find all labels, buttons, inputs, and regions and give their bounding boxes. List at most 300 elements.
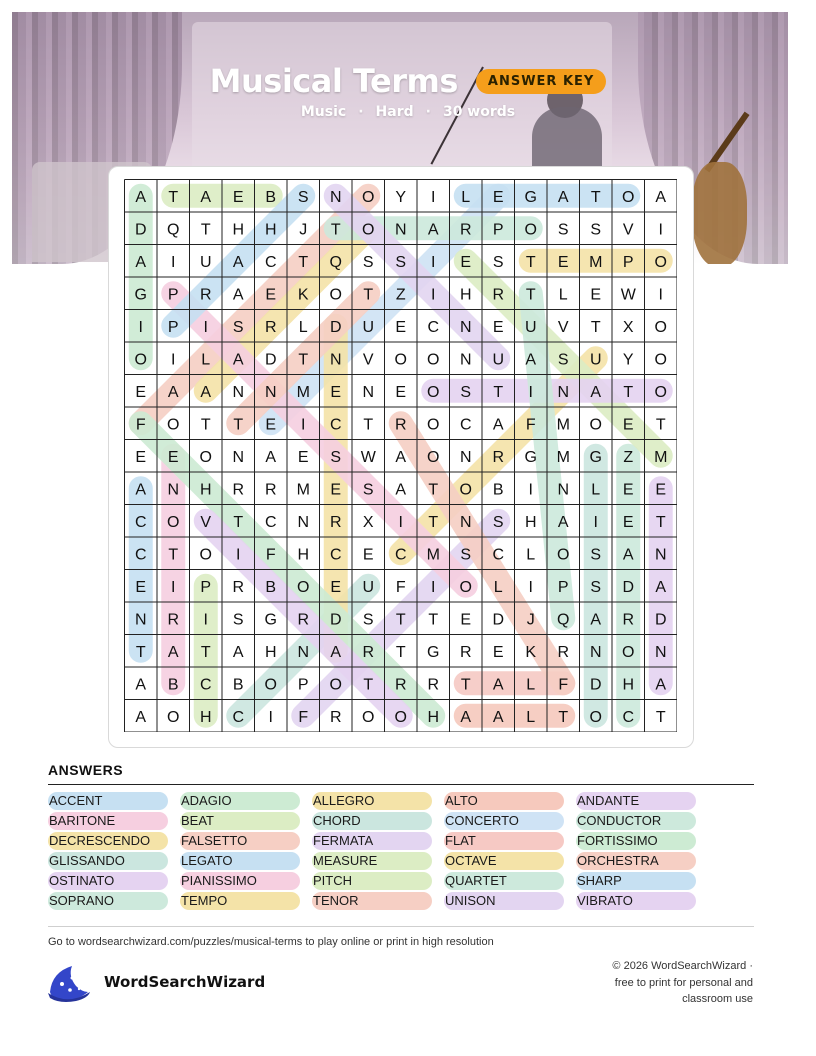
grid-cell-letter: T <box>525 253 536 271</box>
grid-cell-letter: E <box>655 481 667 499</box>
grid-cell-letter: I <box>203 318 208 336</box>
grid-cell-letter: L <box>526 708 536 726</box>
grid-cell-letter: D <box>264 351 277 369</box>
answer-word: PIANISSIMO <box>180 872 300 890</box>
grid-cell-letter: T <box>428 611 439 629</box>
grid-cell-letter: H <box>232 221 245 239</box>
grid-cell-letter: E <box>135 383 147 401</box>
grid-cell-letter: S <box>460 383 472 401</box>
answer-word: GLISSANDO <box>48 852 168 870</box>
grid-cell-letter: C <box>459 416 472 434</box>
grid-cell-letter: I <box>528 383 533 401</box>
grid-cell-letter: E <box>492 188 504 206</box>
grid-cell-letter: Q <box>329 253 342 271</box>
grid-cell-letter: O <box>557 546 570 564</box>
grid-cell-letter: T <box>233 416 244 434</box>
grid-cell-letter: N <box>459 351 472 369</box>
answer-word: ADAGIO <box>180 792 300 810</box>
grid-cell-letter: S <box>590 546 602 564</box>
grid-cell-letter: H <box>524 513 537 531</box>
answer-word: SHARP <box>576 872 696 890</box>
hero-violin <box>692 162 747 264</box>
grid-cell-letter: A <box>590 611 602 629</box>
grid-cell-letter: S <box>460 546 472 564</box>
grid-cell-letter: D <box>329 318 342 336</box>
grid-cell-letter: E <box>330 578 342 596</box>
grid-cell-letter: S <box>232 611 244 629</box>
grid-cell-letter: A <box>135 188 147 206</box>
answer-word: FALSETTO <box>180 832 300 850</box>
grid-cell-letter: G <box>524 188 537 206</box>
puzzle-meta <box>0 104 816 120</box>
title-row <box>0 62 816 100</box>
grid-cell-letter: A <box>232 351 244 369</box>
grid-cell-letter: F <box>135 416 146 434</box>
grid-cell-letter: E <box>135 448 147 466</box>
grid-cell-letter: U <box>492 351 505 369</box>
grid-cell-letter: N <box>654 546 667 564</box>
answer-word: PITCH <box>312 872 432 890</box>
answer-word: OSTINATO <box>48 872 168 890</box>
grid-cell-letter: A <box>200 383 212 401</box>
grid-cell-letter: N <box>459 513 472 531</box>
answer-word: FORTISSIMO <box>576 832 696 850</box>
answers-divider <box>48 784 754 785</box>
answers-title: ANSWERS <box>48 762 124 778</box>
copyright-line: classroom use <box>682 993 753 1005</box>
grid-cell-letter: O <box>459 481 472 499</box>
grid-cell-letter: A <box>622 546 634 564</box>
grid-cell-letter: T <box>168 546 179 564</box>
difficulty-label: Hard <box>375 104 414 120</box>
grid-cell-letter: O <box>134 351 147 369</box>
grid-cell-letter: I <box>431 253 436 271</box>
grid-cell-letter: I <box>171 253 176 271</box>
grid-cell-letter: C <box>134 513 147 531</box>
grid-cell-letter: M <box>589 253 603 271</box>
grid-cell-letter: A <box>492 416 504 434</box>
copyright <box>553 958 753 1008</box>
grid-cell-letter: T <box>135 643 146 661</box>
wizard-hat-icon <box>46 962 92 1004</box>
grid-cell-letter: U <box>362 318 375 336</box>
grid-cell-letter: L <box>201 351 211 369</box>
grid-cell-letter: O <box>654 253 667 271</box>
grid-cell-letter: N <box>329 188 342 206</box>
grid-cell-letter: O <box>589 416 602 434</box>
grid-cell-letter: U <box>199 253 212 271</box>
grid-cell-letter: P <box>167 286 179 304</box>
grid-cell-letter: E <box>167 448 179 466</box>
grid-cell-letter: B <box>265 188 277 206</box>
grid-cell-letter: L <box>298 318 308 336</box>
grid-cell-letter: N <box>362 383 375 401</box>
grid-cell-letter: T <box>233 513 244 531</box>
grid-cell-letter: E <box>135 578 147 596</box>
grid-cell-letter: T <box>363 286 374 304</box>
grid-cell-letter: I <box>398 513 403 531</box>
grid-cell-letter: R <box>264 481 277 499</box>
grid-cell-letter: O <box>362 221 375 239</box>
grid-cell-letter: C <box>329 416 342 434</box>
answer-word: UNISON <box>444 892 564 910</box>
grid-cell-letter: F <box>298 708 309 726</box>
grid-cell-letter: O <box>427 351 440 369</box>
grid-cell-letter: T <box>330 221 341 239</box>
footer-link[interactable]: Go to wordsearchwizard.com/puzzles/musical-terms to play online or print in high resolution <box>48 936 494 948</box>
grid-cell-letter: M <box>556 448 570 466</box>
grid-cell-letter: P <box>297 676 309 694</box>
grid-cell-letter: H <box>199 708 212 726</box>
grid-cell-letter: O <box>427 383 440 401</box>
grid-cell-letter: A <box>167 383 179 401</box>
grid-cell-letter: N <box>297 513 310 531</box>
grid-cell-letter: M <box>296 481 310 499</box>
answer-word: VIBRATO <box>576 892 696 910</box>
grid-cell-letter: D <box>589 676 602 694</box>
grid-cell-letter: O <box>394 708 407 726</box>
grid-cell-letter: E <box>557 253 569 271</box>
grid-cell-letter: R <box>427 676 440 694</box>
grid-cell-letter: V <box>362 351 374 369</box>
grid-cell-letter: E <box>362 546 374 564</box>
grid-cell-letter: I <box>171 578 176 596</box>
grid-cell-letter: C <box>329 546 342 564</box>
grid-cell-letter: A <box>167 643 179 661</box>
grid-cell-letter: E <box>622 481 634 499</box>
grid-cell-letter: T <box>525 286 536 304</box>
answer-word: BEAT <box>180 812 300 830</box>
grid-cell-letter: U <box>362 578 375 596</box>
grid-cell-letter: O <box>524 221 537 239</box>
word-count-label: 30 words <box>442 104 516 120</box>
grid-cell-letter: R <box>232 578 245 596</box>
grid-cell-letter: K <box>297 286 309 304</box>
grid-cell-letter: A <box>330 643 342 661</box>
grid-cell-letter: R <box>232 481 245 499</box>
grid-cell-letter: O <box>654 318 667 336</box>
grid-cell-letter: D <box>492 611 505 629</box>
answer-word: FERMATA <box>312 832 432 850</box>
grid-cell-letter: B <box>232 676 244 694</box>
grid-cell-letter: T <box>395 643 406 661</box>
grid-cell-letter: S <box>557 221 569 239</box>
copyright-line: © 2026 WordSearchWizard · <box>612 960 753 972</box>
grid-cell-letter: L <box>558 286 568 304</box>
brand-name: WordSearchWizard <box>104 973 266 991</box>
grid-cell-letter: A <box>460 708 472 726</box>
answer-word: CONDUCTOR <box>576 812 696 830</box>
grid-cell-letter: L <box>493 578 503 596</box>
grid-cell-letter: N <box>134 611 147 629</box>
grid-cell-letter: E <box>492 643 504 661</box>
grid-cell-letter: O <box>329 676 342 694</box>
grid-cell-letter: O <box>654 383 667 401</box>
grid-cell-letter: I <box>138 318 143 336</box>
answer-word: MEASURE <box>312 852 432 870</box>
grid-cell-letter: A <box>265 448 277 466</box>
grid-cell-letter: T <box>428 481 439 499</box>
grid-cell-letter: T <box>655 416 666 434</box>
grid-cell-letter: O <box>622 188 635 206</box>
grid-cell-letter: A <box>557 513 569 531</box>
grid-cell-letter: O <box>362 708 375 726</box>
grid-cell-letter: T <box>363 416 374 434</box>
answer-word: ACCENT <box>48 792 168 810</box>
grid-cell-letter: O <box>264 676 277 694</box>
grid-cell-letter: O <box>199 448 212 466</box>
grid-cell-letter: M <box>556 416 570 434</box>
grid-cell-letter: D <box>134 221 147 239</box>
grid-cell-letter: I <box>593 513 598 531</box>
grid-cell-letter: D <box>622 578 635 596</box>
grid-cell-letter: N <box>232 448 245 466</box>
grid-cell-letter: R <box>297 611 310 629</box>
grid-cell-letter: E <box>395 318 407 336</box>
answer-word: CONCERTO <box>444 812 564 830</box>
grid-cell-letter: T <box>363 676 374 694</box>
grid-cell-letter: T <box>428 513 439 531</box>
grid-cell-letter: C <box>427 318 440 336</box>
grid-cell-letter: M <box>426 546 440 564</box>
grid-cell-letter: E <box>622 416 634 434</box>
answer-word: SOPRANO <box>48 892 168 910</box>
answer-word: TENOR <box>312 892 432 910</box>
grid-cell-letter: T <box>168 188 179 206</box>
grid-cell-letter: E <box>330 383 342 401</box>
grid-cell-letter: G <box>427 643 440 661</box>
meta-separator: · <box>425 104 431 120</box>
grid-cell-letter: R <box>264 318 277 336</box>
grid-cell-letter: T <box>558 708 569 726</box>
grid-cell-letter: A <box>655 188 667 206</box>
grid-cell-letter: S <box>362 481 374 499</box>
grid-cell-letter: B <box>167 676 179 694</box>
grid-cell-letter: N <box>459 318 472 336</box>
grid-cell-letter: E <box>297 448 309 466</box>
grid-cell-letter: A <box>395 448 407 466</box>
grid-cell-letter: N <box>264 383 277 401</box>
grid-cell-letter: P <box>622 253 634 271</box>
grid-cell-letter: T <box>460 676 471 694</box>
grid-cell-letter: T <box>298 253 309 271</box>
grid-cell-letter: T <box>200 221 211 239</box>
grid-cell-letter: N <box>167 481 180 499</box>
grid-cell-letter: I <box>236 546 241 564</box>
grid-cell-letter: S <box>232 318 244 336</box>
grid-cell-letter: O <box>394 351 407 369</box>
answer-word: FLAT <box>444 832 564 850</box>
grid-cell-letter: O <box>297 578 310 596</box>
grid-cell-letter: Y <box>622 351 634 369</box>
grid-cell-letter: H <box>199 481 212 499</box>
answer-word: DECRESCENDO <box>48 832 168 850</box>
grid-cell-letter: A <box>557 188 569 206</box>
grid-cell-letter: L <box>526 676 536 694</box>
answer-word: LEGATO <box>180 852 300 870</box>
grid-cell-letter: E <box>232 188 244 206</box>
grid-cell-letter: R <box>362 643 375 661</box>
grid-cell-letter: P <box>492 221 504 239</box>
grid-cell-letter: C <box>264 513 277 531</box>
grid-cell-letter: N <box>232 383 245 401</box>
grid-cell-letter: T <box>395 611 406 629</box>
answer-word: BARITONE <box>48 812 168 830</box>
grid-cell-letter: A <box>525 351 537 369</box>
grid-cell-letter: E <box>622 513 634 531</box>
grid-cell-letter: F <box>558 676 569 694</box>
grid-cell-letter: S <box>362 253 374 271</box>
grid-cell-letter: C <box>232 708 245 726</box>
grid-cell-letter: V <box>200 513 212 531</box>
grid-cell-letter: E <box>395 383 407 401</box>
grid-cell-letter: R <box>167 611 180 629</box>
grid-cell-letter: I <box>528 578 533 596</box>
grid-cell-letter: A <box>135 481 147 499</box>
grid-cell-letter: G <box>264 611 277 629</box>
grid-cell-letter: R <box>394 676 407 694</box>
grid-cell-letter: B <box>265 578 277 596</box>
grid-cell-letter: H <box>297 546 310 564</box>
grid-cell-letter: I <box>658 286 663 304</box>
grid-cell-letter: I <box>431 188 436 206</box>
grid-cell-letter: Q <box>557 611 570 629</box>
grid-cell-letter: E <box>460 611 472 629</box>
grid-cell-letter: S <box>362 611 374 629</box>
grid-cell-letter: R <box>557 643 570 661</box>
grid-cell-letter: C <box>264 253 277 271</box>
grid-cell-letter: O <box>654 351 667 369</box>
grid-cell-letter: C <box>394 546 407 564</box>
grid-cell-letter: T <box>298 351 309 369</box>
grid-cell-letter: O <box>427 416 440 434</box>
grid-cell-letter: G <box>134 286 147 304</box>
grid-cell-letter: O <box>589 708 602 726</box>
grid-cell-letter: H <box>264 643 277 661</box>
grid-cell-letter: A <box>135 676 147 694</box>
grid-cell-letter: F <box>265 546 276 564</box>
grid-cell-letter: F <box>525 416 536 434</box>
grid-cell-letter: D <box>654 611 667 629</box>
grid-cell-letter: U <box>589 351 602 369</box>
grid-cell-letter: O <box>167 513 180 531</box>
grid-cell-letter: S <box>557 351 569 369</box>
grid-cell-letter: J <box>526 611 535 629</box>
grid-cell-letter: Y <box>395 188 407 206</box>
grid-cell-letter: L <box>461 188 471 206</box>
answer-word: ORCHESTRA <box>576 852 696 870</box>
grid-cell-letter: R <box>329 708 342 726</box>
grid-cell-letter: V <box>622 221 634 239</box>
grid-cell-letter: K <box>525 643 537 661</box>
grid-cell-letter: I <box>528 481 533 499</box>
grid-cell-letter: N <box>557 481 570 499</box>
grid-cell-letter: G <box>524 448 537 466</box>
grid-cell-letter: P <box>200 578 212 596</box>
grid-cell-letter: P <box>557 578 569 596</box>
grid-cell-letter: S <box>590 578 602 596</box>
grid-cell-letter: A <box>135 253 147 271</box>
footer-divider <box>48 926 754 927</box>
grid-cell-letter: O <box>459 578 472 596</box>
page-title: Musical Terms <box>209 62 458 100</box>
grid-cell-letter: C <box>492 546 505 564</box>
grid-cell-letter: W <box>620 286 636 304</box>
grid-cell-letter: C <box>199 676 212 694</box>
grid-cell-letter: R <box>329 513 342 531</box>
grid-cell-letter: W <box>360 448 376 466</box>
grid-cell-letter: T <box>200 416 211 434</box>
grid-cell-letter: A <box>200 188 212 206</box>
answer-key-badge: ANSWER KEY <box>476 69 606 94</box>
grid-cell-letter: H <box>622 676 635 694</box>
grid-cell-letter: S <box>492 253 504 271</box>
grid-cell-letter: T <box>655 513 666 531</box>
grid-cell-letter: J <box>299 221 308 239</box>
grid-cell-letter: A <box>655 578 667 596</box>
grid-cell-letter: A <box>232 286 244 304</box>
grid-cell-letter: Z <box>623 448 634 466</box>
grid-cell-letter: A <box>232 253 244 271</box>
word-search-grid <box>124 179 677 732</box>
grid-cell-letter: N <box>589 643 602 661</box>
grid-cell-letter: S <box>330 448 342 466</box>
grid-cell-letter: X <box>362 513 374 531</box>
grid-cell-letter: E <box>590 286 602 304</box>
grid-cell-letter: T <box>493 383 504 401</box>
grid-cell-letter: T <box>200 643 211 661</box>
grid-cell-letter: O <box>622 643 635 661</box>
grid-cell-letter: O <box>167 708 180 726</box>
grid-cell-letter: R <box>459 221 472 239</box>
grid-cell-letter: L <box>591 481 601 499</box>
grid-cell-letter: L <box>526 546 536 564</box>
category-label: Music <box>300 104 347 120</box>
grid-cell-letter: O <box>427 448 440 466</box>
grid-cell-letter: R <box>492 286 505 304</box>
grid-cell-letter: A <box>135 708 147 726</box>
grid-cell-letter: M <box>296 383 310 401</box>
grid-cell-letter: A <box>590 383 602 401</box>
grid-cell-letter: N <box>459 448 472 466</box>
grid-cell-letter: X <box>622 318 634 336</box>
grid-cell-letter: A <box>427 221 439 239</box>
grid-cell-letter: F <box>395 578 406 596</box>
grid-cell-letter: T <box>590 188 601 206</box>
grid-cell-letter: S <box>590 221 602 239</box>
grid-cell-letter: R <box>622 611 635 629</box>
grid-cell-letter: O <box>199 546 212 564</box>
grid-cell-letter: A <box>492 676 504 694</box>
grid-cell-letter: A <box>395 481 407 499</box>
grid-cell-letter: R <box>492 448 505 466</box>
grid-cell-letter: S <box>492 513 504 531</box>
grid-cell-letter: B <box>492 481 504 499</box>
grid-cell-letter: T <box>655 708 666 726</box>
grid-cell-letter: I <box>171 351 176 369</box>
answer-word: OCTAVE <box>444 852 564 870</box>
grid-cell-letter: I <box>268 708 273 726</box>
grid-cell-letter: I <box>301 416 306 434</box>
answer-word: ANDANTE <box>576 792 696 810</box>
grid-cell-letter: S <box>395 253 407 271</box>
grid-cell-letter: C <box>622 708 635 726</box>
grid-cell-letter: E <box>460 253 472 271</box>
grid-cell-letter: R <box>199 286 212 304</box>
grid-cell-letter: N <box>329 351 342 369</box>
grid-cell-letter: N <box>654 643 667 661</box>
answer-word: TEMPO <box>180 892 300 910</box>
